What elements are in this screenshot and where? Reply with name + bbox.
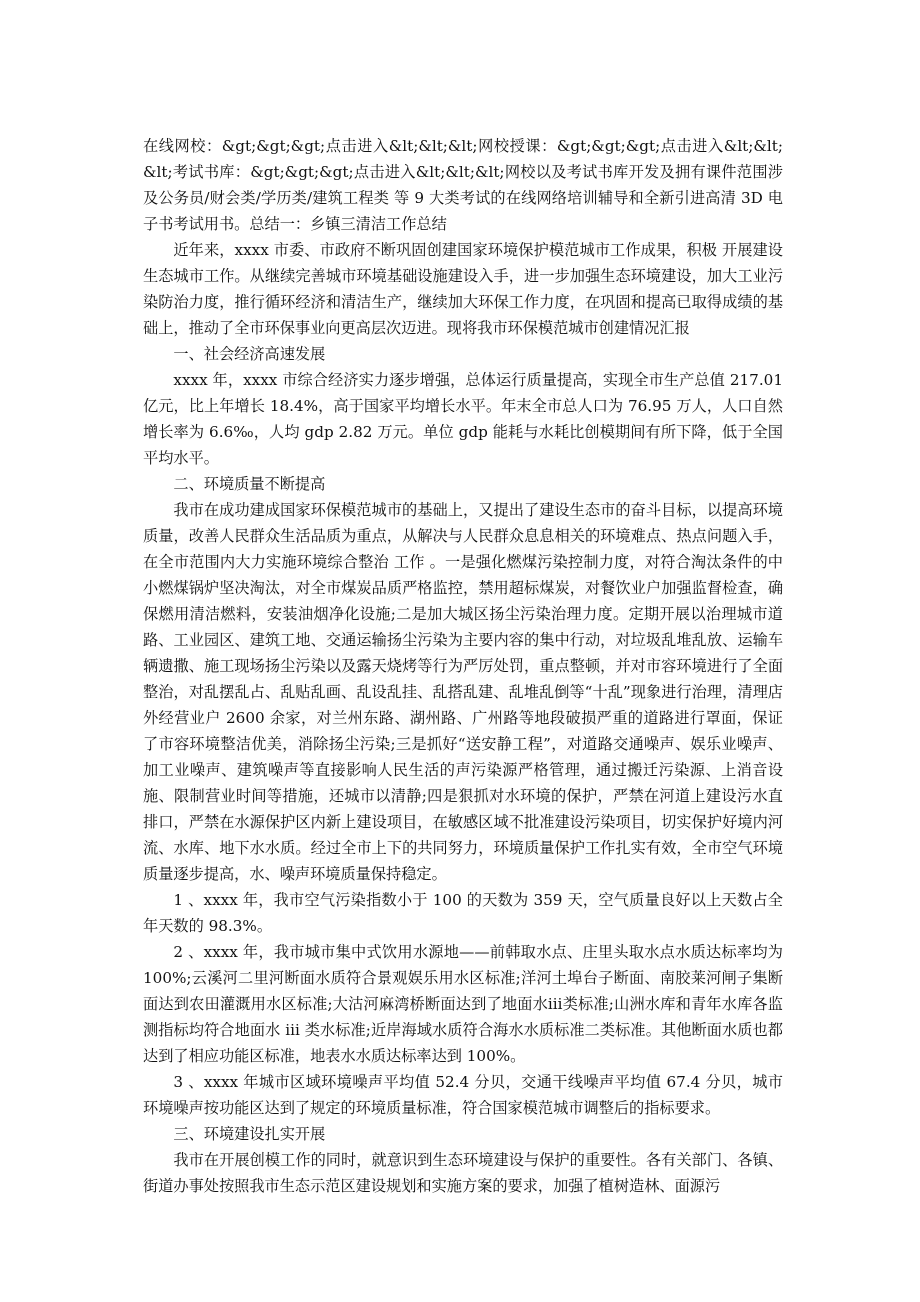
paragraph: 我市在开展创模工作的同时，就意识到生态环境建设与保护的重要性。各有关部门、各镇、街道办事处按照我市生态示范区建设规划和实施方案的要求，加强了植树造林、面源污: [143, 1151, 783, 1195]
document-body: [143, 133, 783, 1199]
section-heading: 三、环境建设扎实开展: [173, 1125, 326, 1143]
paragraph: 我市在成功建成国家环保模范城市的基础上，又提出了建设生态市的奋斗目标，以提高环境质量，改善人民群众生活品质为重点，从解决与人民群众息息相关的环境难点、热点问题入手，在全市范围内大力实施环境综合整治 工作 。一是强化燃煤污染控制力度，对符合淘汰条件的中小燃煤锅炉坚决淘汰，对全市煤炭品质严格监控，禁用超标煤炭，对餐饮业户加强监督检查，确保燃用清洁燃料，安装油烟净化设施;二是加大城区扬尘污染治理力度。定期开展以治理城市道路、工业园区、建筑工地、交通运输扬尘污染为主要内容的集中行动，对垃圾乱堆乱放、运输车辆遗撒、施工现场扬尘污染以及露天烧烤等行为严厉处罚，重点整顿，并对市容环境进行了全面整治，对乱摆乱占、乱贴乱画、乱设乱挂、乱搭乱建、乱堆乱倒等“十乱”现象进行治理，清理店外经营业户 2600 余家，对兰州东路、湖州路、广州路等地段破损严重的道路进行罩面，保证了市容环境整洁优美，消除扬尘污染;三是抓好“送安静工程”，对道路交通噪声、娱乐业噪声、加工业噪声、建筑噪声等直接影响人民生活的声污染源严格管理，通过搬迁污染源、上消音设施、限制营业时间等措施，还城市以清静;四是狠抓对水环境的保护，严禁在河道上建设污水直排口，严禁在水源保护区内新上建设项目，在敏感区域不批准建设污染项目，切实保护好境内河流、水库、地下水水质。经过全市上下的共同努力，环境质量保护工作扎实有效，全市空气环境质量逐步提高，水、噪声环境质量保持稳定。: [143, 501, 783, 883]
list-item: 2 、xxxx 年，我市城市集中式饮用水源地——前韩取水点、庄里头取水点水质达标率均为 100%;云溪河二里河断面水质符合景观娱乐用水区标准;洋河土埠台子断面、南胶莱河闸子集断面达到农田灌溉用水区标准;大沽河麻湾桥断面达到了地面水ⅲ类标准;山洲水库和青年水库各监测指标均符合地面水 iii 类水标准;近岸海域水质符合海水水质标准二类标准。其他断面水质也都达到了相应功能区标准，地表水水质达标率达到 100%。: [143, 943, 783, 1065]
section-heading: 一、社会经济高速发展: [173, 345, 326, 363]
section-heading: 二、环境质量不断提高: [173, 475, 326, 493]
paragraph: 近年来，xxxx 市委、市政府不断巩固创建国家环境保护模范城市工作成果，积极 开展建设生态城市工作。从继续完善城市环境基础设施建设入手，进一步加强生态环境建设，加大工业污染防治力度，推行循环经济和清洁生产，继续加大环保工作力度，在巩固和提高已取得成绩的基础上，推动了全市环保事业向更高层次迈进。现将我市环保模范城市创建情况汇报: [143, 241, 783, 337]
paragraph: xxxx 年，xxxx 市综合经济实力逐步增强，总体运行质量提高，实现全市生产总值 217.01 亿元，比上年增长 18.4%，高于国家平均增长水平。年末全市总人口为 76.95 万人，人口自然增长率为 6.6‰，人均 gdp 2.82 万元。单位 gdp 能耗与水耗比创模期间有所下降，低于全国平均水平。: [143, 371, 783, 467]
list-item: 1 、xxxx 年，我市空气污染指数小于 100 的天数为 359 天，空气质量良好以上天数占全年天数的 98.3%。: [143, 891, 783, 935]
paragraph: 在线网校：&gt;&gt;&gt;点击进入&lt;&lt;&lt;网校授课：&gt;&gt;&gt;点击进入&lt;&lt;&lt;考试书库：&gt;&gt;&gt;点击进入&lt;&lt;&lt;网校以及考试书库开发及拥有课件范围涉及公务员/财会类/学历类/建筑工程类 等 9 大类考试的在线网络培训辅导和全新引进高清 3D 电子书考试用书。总结一：乡镇三清洁工作总结: [143, 137, 783, 233]
list-item: 3 、xxxx 年城市区域环境噪声平均值 52.4 分贝，交通干线噪声平均值 67.4 分贝，城市环境噪声按功能区达到了规定的环境质量标准，符合国家模范城市调整后的指标要求。: [143, 1073, 783, 1117]
